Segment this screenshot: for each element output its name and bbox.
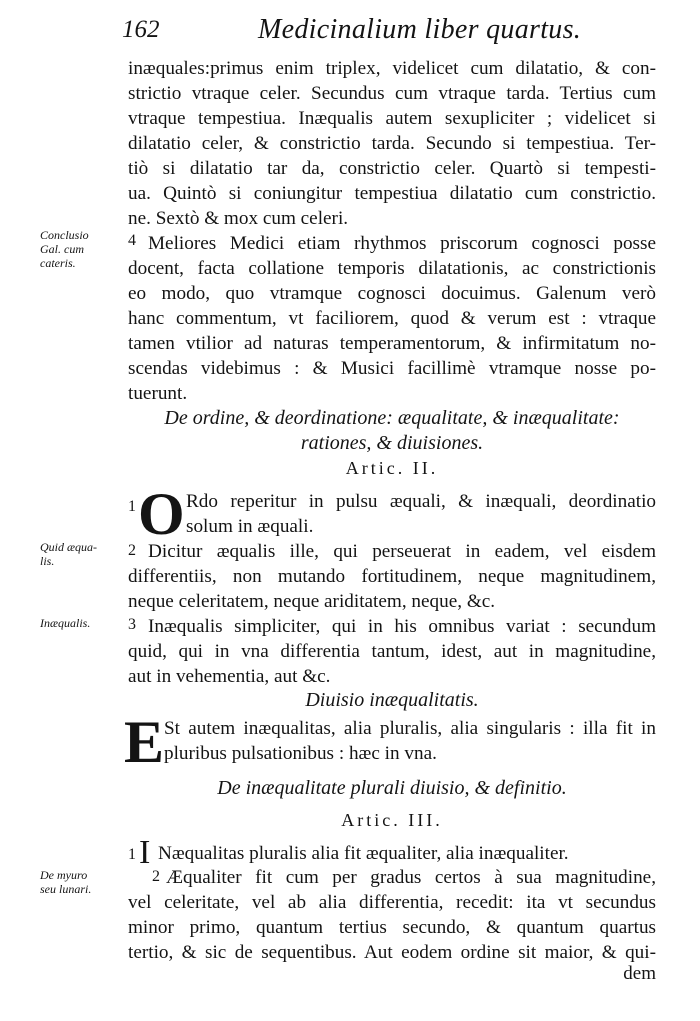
margin-note: [40, 616, 122, 630]
body-line: scendas videbimus : & Musici facillimè vtramque nosse po-: [128, 358, 656, 379]
body-line: differentiis, non mutando fortitudinem, neque magnitudinem,: [128, 566, 656, 587]
body-line: Meliores Medici etiam rhythmos priscorum cognosci posse: [148, 233, 656, 254]
drop-cap: I: [139, 834, 151, 871]
drop-cap: O: [138, 481, 185, 547]
body-line: ne. Sextò & mox cum celeri.: [128, 208, 349, 229]
body-line: solum in æquali.: [186, 516, 314, 537]
paragraph-number: 1: [128, 498, 136, 515]
body-line: inæquales:primus enim triplex, videlicet cum dilatatio, & con-: [128, 58, 656, 79]
body-line: pluribus pulsationibus : hæc in vna.: [164, 743, 437, 764]
running-head: Medicinalium liber quartus.: [258, 14, 582, 45]
body-line: dilatatio celer, & constrictio tarda. Secundo si tempestiua. Ter-: [128, 133, 656, 154]
margin-note-line: Gal. cum: [40, 242, 84, 256]
margin-note-line: De myuro: [40, 868, 88, 882]
drop-cap: E: [124, 709, 165, 775]
paragraph-number: 1: [128, 846, 136, 863]
article-heading: Artic. III.: [341, 810, 443, 830]
paragraph-number: 3: [128, 616, 136, 633]
body-line: vel celeritate, vel ab alia differentia, recedit: ita vt secundus: [128, 892, 656, 913]
body-line: eo modo, quo vtramque cognosci docuimus. Galenum verò: [128, 283, 656, 304]
section-heading: Diuisio inæqualitatis.: [305, 689, 479, 711]
body-line: St autem inæqualitas, alia pluralis, alia singularis : illa fit in: [164, 718, 656, 739]
catchword: dem: [623, 963, 656, 984]
margin-note-line: Quid æqua-: [40, 540, 97, 554]
section-heading: De inæqualitate plurali diuisio, & definitio.: [217, 777, 567, 799]
margin-note-line: lis.: [40, 554, 55, 568]
body-line: tertio, & sic de sequentibus. Aut eodem ordine sit maior, & qui-: [128, 942, 656, 963]
margin-note: [40, 540, 122, 568]
body-line: Rdo reperitur in pulsu æquali, & inæquali, deordinatio: [186, 491, 656, 512]
paragraph-number: 2: [152, 868, 160, 885]
body-line: tuerunt.: [128, 383, 188, 404]
article-heading: Artic. II.: [345, 458, 439, 478]
body-line: tiò si dilatatio tar da, constrictio celer. Quartò si tempesti-: [128, 158, 656, 179]
margin-note-line: seu lunari.: [40, 882, 92, 896]
body-line: vtraque tempestiua. Inæqualis autem sexupliciter ; videlicet si: [128, 108, 656, 129]
paragraph-number: 4: [128, 232, 136, 249]
body-line: hanc commentum, vt faciliorem, quod & verum est : vtraque: [128, 308, 656, 329]
body-line: Næqualitas pluralis alia fit æqualiter, alia inæqualiter.: [158, 843, 569, 864]
body-line: strictio vtraque celer. Secundus cum vtraque tarda. Tertius cum: [128, 83, 656, 104]
section-heading: rationes, & diuisiones.: [300, 432, 484, 454]
body-line: Æqualiter fit cum per gradus certos à sua magnitudine,: [166, 867, 656, 888]
margin-note: [40, 228, 122, 270]
paragraph-number: 2: [128, 542, 136, 559]
body-line: Inæqualis simpliciter, qui in his omnibus variat : secundum: [148, 616, 656, 637]
body-line: ua. Quintò si coniungitur tempestiua dilatatio cum constrictio.: [128, 183, 656, 204]
margin-note: [40, 868, 122, 896]
page-header: [122, 10, 662, 50]
body-line: aut in vehementia, aut &c.: [128, 666, 331, 687]
page-number: 162: [122, 16, 160, 43]
margin-note-line: Inæqualis.: [40, 616, 91, 630]
body-line: Dicitur æqualis ille, qui perseuerat in eadem, vel eisdem: [148, 541, 656, 562]
body-line: tamen vtilior ad naturas temperamentorum, & infirmitatum no-: [128, 333, 656, 354]
section-heading: De ordine, & deordinatione: æqualitate, & inæqualitate:: [164, 407, 620, 429]
body-line: docent, facta collatione temporis dilatationis, ac constrictionis: [128, 258, 656, 279]
margin-note-line: Conclusio: [40, 228, 89, 242]
body-line: minor primo, quantum tertius secundo, & quantum quartus: [128, 917, 656, 938]
body-line: quid, qui in vna differentia tantum, idest, aut in magnitudine,: [128, 641, 656, 662]
body-line: neque celeritatem, neque ariditatem, neque, &c.: [128, 591, 496, 612]
margin-note-line: cateris.: [40, 256, 76, 270]
